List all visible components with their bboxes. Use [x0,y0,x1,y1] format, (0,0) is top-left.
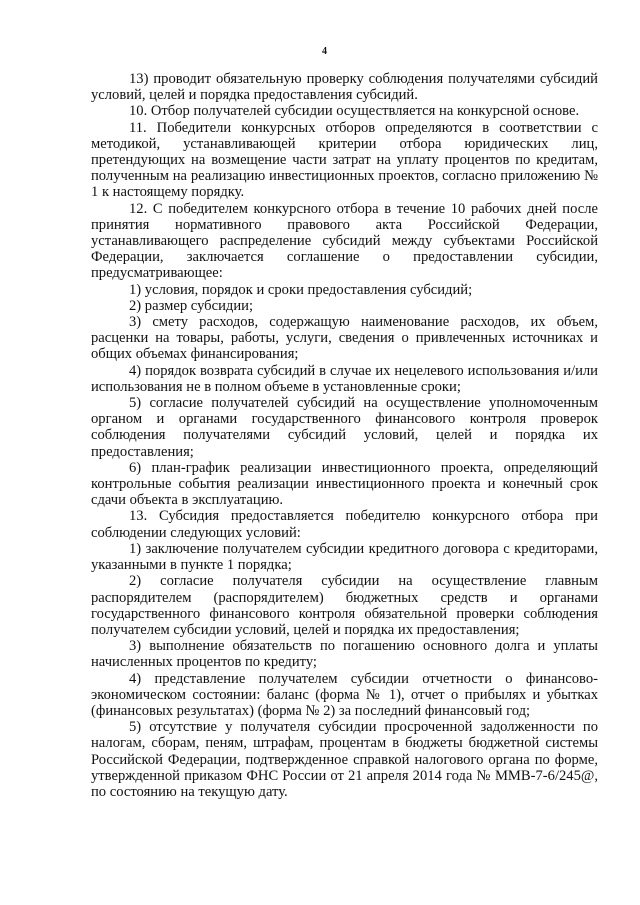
paragraph-12-item-4: 4) порядок возврата субсидий в случае их нецелевого использования и/или использования не в полном объеме в установленные сроки; [91,362,598,395]
paragraph-12-item-3: 3) смету расходов, содержащую наименование расходов, их объем, расценки на товары, работы, услуги, сведения о привлеченных источниках и общих объемах финансирования; [91,314,598,363]
paragraph-item-13: 13) проводит обязательную проверку соблюдения получателями субсидий условий, целей и порядка предоставления субсидий. [91,71,598,104]
paragraph-13: 13. Субсидия предоставляется победителю конкурсного отбора при соблюдении следующих условий: [91,508,598,541]
paragraph-13-item-1: 1) заключение получателем субсидии кредитного договора с кредиторами, указанными в пункте 1 порядка; [91,540,598,574]
paragraph-12-item-5: 5) согласие получателей субсидий на осуществление уполномоченным органом и органами государственного финансового контроля проверок соблюдения получателями субсидий условий, целей и порядка их предоставления; [91,395,598,460]
paragraph-10: 10. Отбор получателей субсидии осуществляется на конкурсной основе. [129,103,580,120]
paragraph-12-item-2: 2) размер субсидии; [129,297,253,314]
paragraph-13-item-5: 5) отсутствие у получателя субсидии просроченной задолженности по налогам, сборам, пеням, штрафам, процентам в бюджеты бюджетной системы Российской Федерации, подтвержденное справкой налогового органа по форме, утвержденной приказом ФНС России от 21 апреля 2014 года № ММВ-7-6/245@, по состоянию на текущую дату. [91,719,598,800]
paragraph-12-item-6: 6) план-график реализации инвестиционного проекта, определяющий контрольные события реализации инвестиционного проекта и конечный срок сдачи объекта в эксплуатацию. [91,459,598,509]
paragraph-12: 12. С победителем конкурсного отбора в течение 10 рабочих дней после принятия нормативного правового акта Российской Федерации, устанавливающего распределение субсидий между субъектами Российской Федерации, заключается соглашение о предоставлении субсидии, предусматривающее: [91,200,598,282]
paragraph-13-item-4: 4) представление получателем субсидии отчетности о финансово-экономическом состоянии: баланс (форма № 1), отчет о прибылях и убытках (финансовых результатах) (форма № 2) за последний финансовый год; [91,670,598,719]
page-number: 4 [322,46,327,57]
paragraph-13-item-2: 2) согласие получателя субсидии на осуществление главным распорядителем (распорядителем) бюджетных средств и органами государственного финансового контроля обязательной проверки соблюдения получателем субсидии условий, целей и порядка их предоставления; [91,573,598,638]
paragraph-12-item-1: 1) условия, порядок и сроки предоставления субсидий; [129,281,473,298]
paragraph-13-item-3: 3) выполнение обязательств по погашению основного долга и уплаты начисленных процентов по кредиту; [91,638,598,671]
paragraph-11: 11. Победители конкурсных отборов определяются в соответствии с методикой, устанавливающей критерии отбора юридических лиц, претендующих на возмещение части затрат на уплату процентов по кредитам, полученным на реализацию инвестиционных проектов, согласно приложению № 1 к настоящему порядку. [91,119,598,201]
